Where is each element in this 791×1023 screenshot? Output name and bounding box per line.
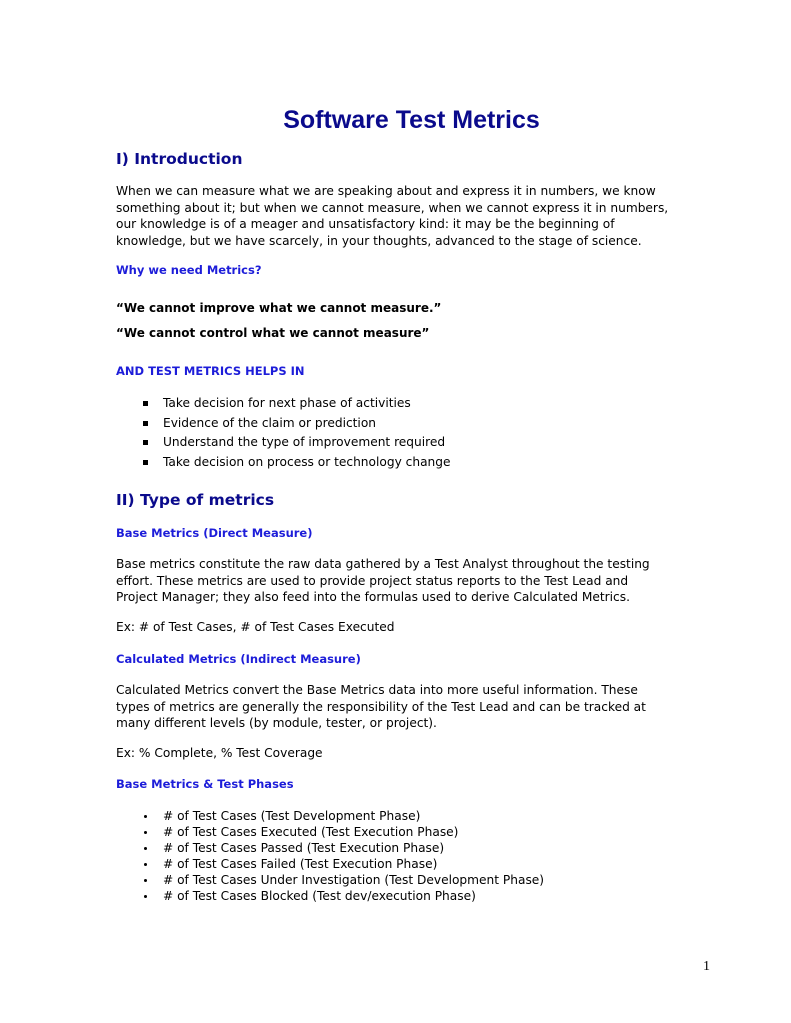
subheading-metrics-helps: AND TEST METRICS HELPS IN bbox=[116, 364, 305, 378]
square-bullet-icon bbox=[138, 453, 152, 473]
example-text: Ex: % Complete, % Test Coverage bbox=[116, 746, 323, 760]
calculated-metrics-paragraph bbox=[116, 682, 716, 732]
paragraph-line: something about it; but when we cannot measure, when we cannot express it in numbers, bbox=[116, 200, 669, 215]
list-item bbox=[116, 808, 544, 824]
list-item-text: # of Test Cases (Test Development Phase) bbox=[163, 809, 421, 823]
list-item-text: # of Test Cases Blocked (Test dev/execution Phase) bbox=[163, 889, 476, 903]
document-title: Software Test Metrics bbox=[283, 106, 540, 134]
list-item bbox=[116, 394, 451, 414]
list-item-text: # of Test Cases Passed (Test Execution Phase) bbox=[163, 841, 445, 855]
paragraph-line: Project Manager; they also feed into the formulas used to derive Calculated Metrics. bbox=[116, 590, 630, 604]
example-text: Ex: # of Test Cases, # of Test Cases Executed bbox=[116, 620, 395, 634]
dot-bullet-icon bbox=[138, 888, 152, 904]
base-metrics-paragraph bbox=[116, 556, 716, 606]
list-item bbox=[116, 840, 544, 856]
section-heading-introduction: I) Introduction bbox=[116, 150, 243, 168]
helps-list bbox=[116, 394, 451, 472]
list-item bbox=[116, 856, 544, 872]
paragraph-line: many different levels (by module, tester, or project). bbox=[116, 716, 437, 730]
page-number: 1 bbox=[703, 959, 710, 974]
list-item-text: # of Test Cases Executed (Test Execution Phase) bbox=[163, 825, 459, 839]
list-item bbox=[116, 888, 544, 904]
test-phases-list bbox=[116, 808, 544, 904]
dot-bullet-icon bbox=[138, 840, 152, 856]
list-item bbox=[116, 433, 451, 453]
list-item-text: Understand the type of improvement required bbox=[163, 435, 446, 449]
list-item-text: # of Test Cases Under Investigation (Test Development Phase) bbox=[163, 873, 545, 887]
list-item bbox=[116, 453, 451, 473]
list-item-text: Take decision for next phase of activities bbox=[163, 396, 411, 410]
subheading-why-metrics: Why we need Metrics? bbox=[116, 263, 262, 277]
introduction-paragraph bbox=[116, 183, 716, 249]
dot-bullet-icon bbox=[138, 808, 152, 824]
dot-bullet-icon bbox=[138, 856, 152, 872]
subheading-base-metrics: Base Metrics (Direct Measure) bbox=[116, 526, 313, 540]
paragraph-line: Base metrics constitute the raw data gathered by a Test Analyst throughout the testing bbox=[116, 557, 650, 571]
paragraph-line: When we can measure what we are speaking about and express it in numbers, we know bbox=[116, 184, 656, 198]
list-item-text: Take decision on process or technology change bbox=[163, 454, 451, 469]
list-item bbox=[116, 414, 451, 434]
square-bullet-icon bbox=[138, 433, 152, 453]
section-heading-type-of-metrics: II) Type of metrics bbox=[116, 491, 275, 509]
list-item-text: # of Test Cases Failed (Test Execution Phase) bbox=[163, 857, 438, 871]
list-item-text: Evidence of the claim or prediction bbox=[163, 415, 377, 430]
quote-improve: “We cannot improve what we cannot measure.” bbox=[116, 301, 442, 315]
paragraph-line: knowledge, but we have scarcely, in your thoughts, advanced to the stage of science. bbox=[116, 233, 642, 248]
base-metrics-example bbox=[116, 619, 716, 636]
list-item bbox=[116, 824, 544, 840]
paragraph-line: effort. These metrics are used to provide project status reports to the Test Lead and bbox=[116, 573, 629, 588]
dot-bullet-icon bbox=[138, 872, 152, 888]
dot-bullet-icon bbox=[138, 824, 152, 840]
list-item bbox=[116, 872, 544, 888]
quote-control: “We cannot control what we cannot measure” bbox=[116, 326, 430, 340]
calculated-metrics-example bbox=[116, 745, 716, 762]
square-bullet-icon bbox=[138, 414, 152, 434]
paragraph-line: Calculated Metrics convert the Base Metrics data into more useful information. These bbox=[116, 683, 638, 697]
subheading-base-metrics-test-phases: Base Metrics & Test Phases bbox=[116, 777, 294, 791]
paragraph-line: our knowledge is of a meager and unsatisfactory kind: it may be the beginning of bbox=[116, 217, 615, 231]
square-bullet-icon bbox=[138, 394, 152, 414]
subheading-calculated-metrics: Calculated Metrics (Indirect Measure) bbox=[116, 652, 361, 666]
paragraph-line: types of metrics are generally the responsibility of the Test Lead and can be tracked at bbox=[116, 699, 646, 714]
